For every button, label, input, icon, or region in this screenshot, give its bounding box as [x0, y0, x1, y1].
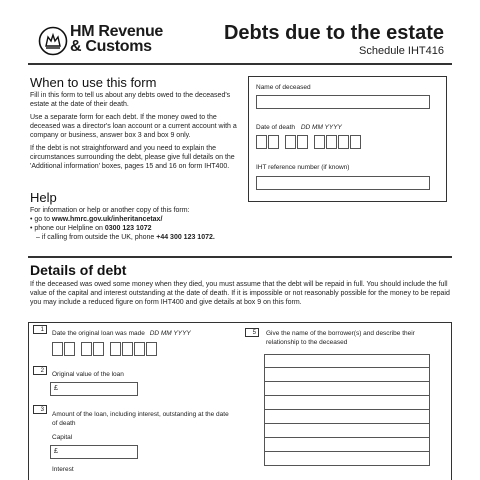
q1-day-1[interactable]: [52, 342, 63, 356]
help-heading: Help: [30, 190, 57, 205]
help-bullet-phone: [30, 224, 240, 233]
helpline-phone: 0300 123 1072: [104, 225, 152, 232]
crest-icon: [38, 26, 68, 56]
when-paragraph-3: If the debt is not straightforward and you need to explain the circumstances surrounding the debt, please give full details on the 'Additional information' boxes, pages 15 and 16 on form IHT400.: [30, 145, 235, 170]
page-subtitle: Schedule IHT416: [359, 45, 444, 57]
intl-phone: +44 300 123 1072.: [156, 234, 215, 241]
q3-number: 3: [33, 405, 47, 414]
q5-lines: [264, 354, 430, 466]
q1-year-3[interactable]: [134, 342, 145, 356]
date-of-death-label: [256, 124, 342, 131]
when-paragraph-1: Fill in this form to tell us about any debts owed to the deceased's estate at the date of their death.: [30, 92, 231, 108]
date-of-death-hint: DD MM YYYY: [300, 124, 342, 131]
logo-text-line1: HM Revenue: [70, 23, 164, 40]
q2-number: 2: [33, 366, 47, 375]
dod-day-1[interactable]: [256, 135, 267, 149]
q5-line-8[interactable]: [264, 452, 430, 466]
q3-interest-label: Interest: [52, 466, 74, 473]
name-of-deceased-field[interactable]: [256, 95, 430, 109]
q1-year-4[interactable]: [146, 342, 157, 356]
q1-month-1[interactable]: [81, 342, 92, 356]
q3-capital-currency: £: [54, 448, 58, 455]
q5-line-2[interactable]: [264, 368, 430, 382]
details-heading: Details of debt: [30, 262, 127, 278]
when-paragraph-2: Use a separate form for each debt. If the money owed to the deceased was a director's loan account or a current account with a company or business, answer box 3 and box 9 only.: [30, 114, 237, 139]
iht-ref-field[interactable]: [256, 176, 430, 190]
logo-text-line2: & Customs: [70, 38, 152, 55]
dod-year-4[interactable]: [350, 135, 361, 149]
dod-year-2[interactable]: [326, 135, 337, 149]
q1-year-2[interactable]: [122, 342, 133, 356]
q1-number: 1: [33, 325, 47, 334]
q1-hint: DD MM YYYY: [149, 330, 191, 337]
hmrc-link[interactable]: www.hmrc.gov.uk/inheritancetax/: [51, 216, 163, 223]
q1-day-2[interactable]: [64, 342, 75, 356]
dod-month-1[interactable]: [285, 135, 296, 149]
q1-month-2[interactable]: [93, 342, 104, 356]
header-rule: [28, 63, 452, 65]
q5-number: 5: [245, 328, 259, 337]
q5-line-4[interactable]: [264, 396, 430, 410]
q5-line-7[interactable]: [264, 438, 430, 452]
q5-line-5[interactable]: [264, 410, 430, 424]
q1-label: [52, 330, 191, 337]
help-bullet-intl-prefix: – if calling from outside the UK, phone: [36, 234, 157, 241]
dod-year-3[interactable]: [338, 135, 349, 149]
q5-label: Give the name of the borrower(s) and describe their relationship to the deceased: [266, 330, 415, 346]
q3-label: Amount of the loan, including interest, outstanding at the date of death: [52, 411, 229, 427]
dod-month-2[interactable]: [297, 135, 308, 149]
help-intro: For information or help or another copy of this form:: [30, 207, 190, 214]
q1-year-1[interactable]: [110, 342, 121, 356]
details-paragraph: If the deceased was owed some money when they died, you must assume that the debt will be repaid in full. You should include the full value of the capital and interest outstanding at the date of death. If it is impossible or not reasonably possible for the money to be repaid you may include a reduced figure on form IHT400 and give details at box 9 on this form.: [30, 281, 450, 306]
dod-year-1[interactable]: [314, 135, 325, 149]
q5-line-1[interactable]: [264, 354, 430, 368]
q5-line-6[interactable]: [264, 424, 430, 438]
page-title: Debts due to the estate: [223, 22, 444, 44]
q5-line-3[interactable]: [264, 382, 430, 396]
iht-ref-label: IHT reference number (if known): [256, 164, 350, 171]
when-heading: When to use this form: [30, 75, 157, 90]
help-bullet-intl: [36, 233, 246, 242]
help-bullet-web: [30, 215, 240, 224]
name-of-deceased-label: Name of deceased: [256, 84, 311, 91]
details-rule: [28, 256, 452, 258]
date-of-death-label-text: Date of death: [256, 124, 296, 131]
q3-capital-label: Capital: [52, 434, 73, 441]
q2-label: Original value of the loan: [52, 371, 124, 378]
help-bullet-web-prefix: • go to: [30, 216, 52, 223]
q2-amount-field[interactable]: [50, 382, 138, 396]
q3-capital-field[interactable]: [50, 445, 138, 459]
dod-day-2[interactable]: [268, 135, 279, 149]
q2-currency: £: [54, 385, 58, 392]
q1-label-text: Date the original loan was made: [52, 330, 145, 337]
help-bullet-phone-prefix: • phone our Helpline on: [30, 225, 105, 232]
